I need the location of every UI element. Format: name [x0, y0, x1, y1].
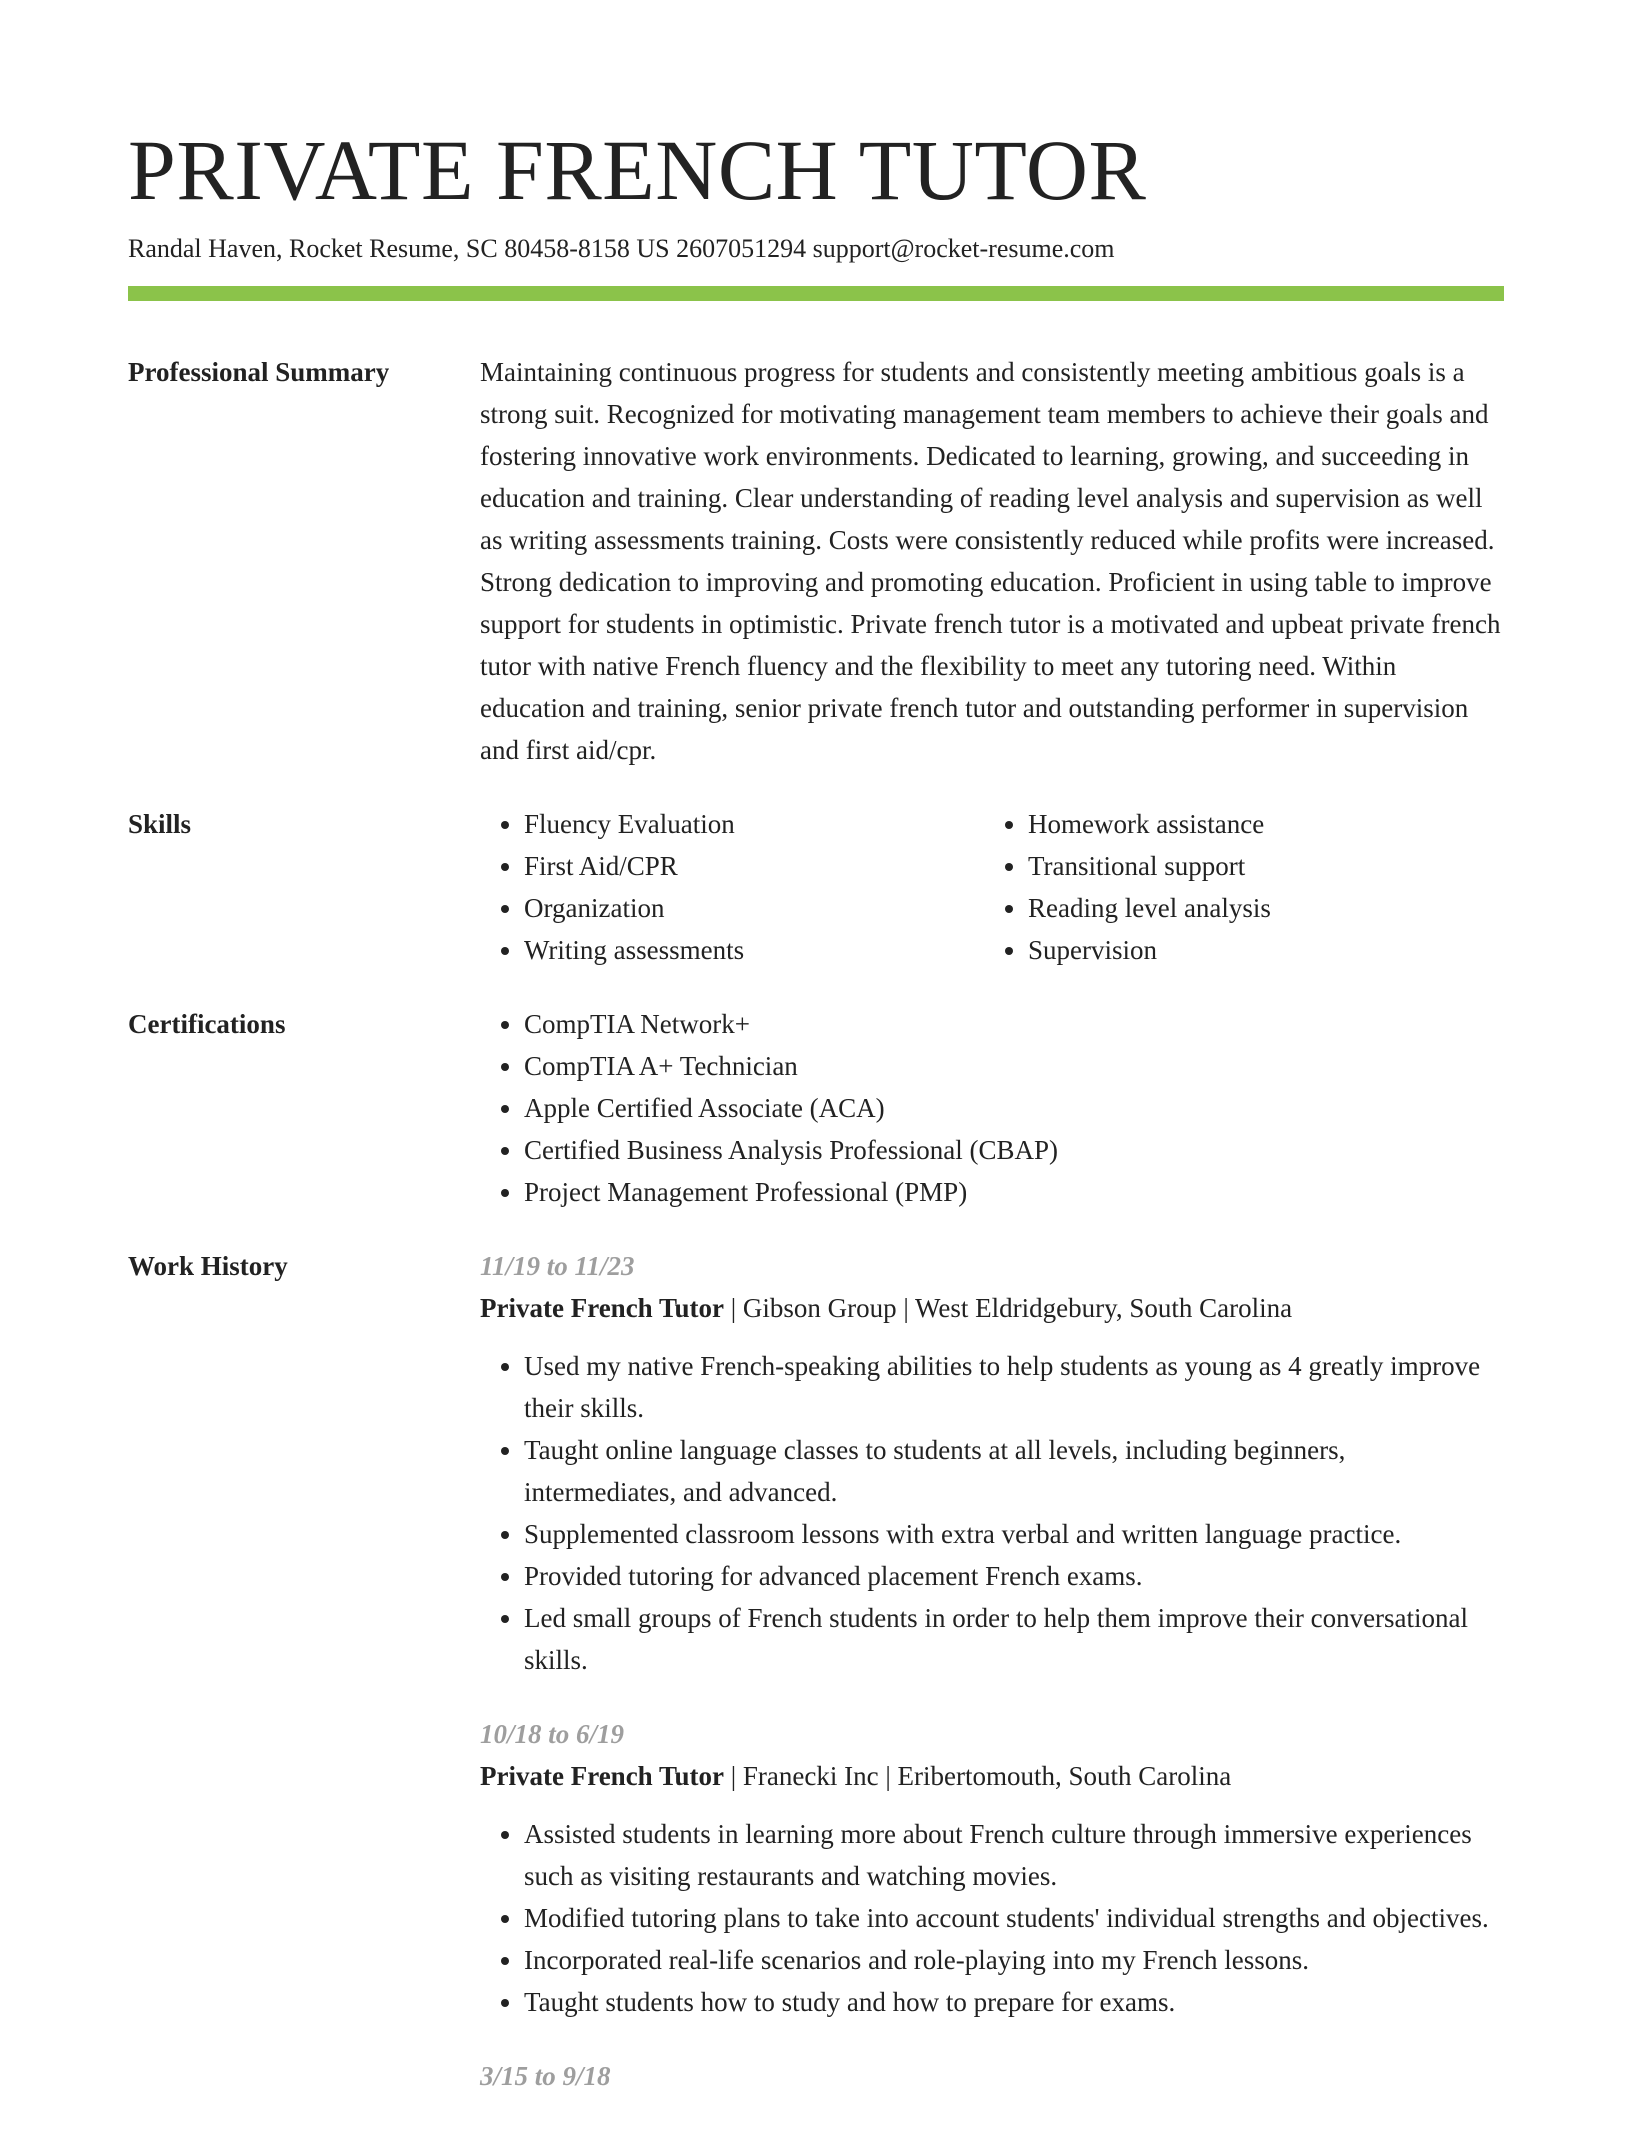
- job-title: Private French Tutor: [480, 1761, 724, 1791]
- job-entry: [480, 1245, 1504, 1681]
- job-dates: 11/19 to 11/23: [480, 1251, 635, 1281]
- summary-text: Maintaining continuous progress for students and consistently meeting ambitious goals is a strong suit. Recognized for motivating management team members to achieve their goals and fostering innovative work environments. Dedicated to learning, growing, and succeeding in education and training. Clear understanding of reading level analysis and supervision as well as writing assessments training. Costs were consistently reduced while profits were increased. Strong dedication to improving and promoting education. Proficient in using table to improve support for students in optimistic. Private french tutor is a motivated and upbeat private french tutor with native French fluency and the flexibility to meet any tutoring need. Within education and training, senior private french tutor and outstanding performer in supervision and first aid/cpr.: [480, 357, 1501, 765]
- job-bullet: • Incorporated real-life scenarios and role-playing into my French lessons.: [524, 1939, 1504, 1981]
- job-heading: [480, 1287, 1504, 1329]
- skill-item: • Writing assessments: [524, 929, 984, 971]
- certifications-body: [480, 1003, 1504, 1213]
- skill-item: • Homework assistance: [1028, 803, 1488, 845]
- skill-item: • Organization: [524, 887, 984, 929]
- certification-item: • CompTIA Network+: [524, 1003, 1504, 1045]
- skills-column-1: [480, 803, 984, 971]
- job-entry: [480, 2055, 1504, 2097]
- job-bullets: [480, 1345, 1504, 1681]
- job-dates: 10/18 to 6/19: [480, 1719, 625, 1749]
- job-bullet: • Supplemented classroom lessons with extra verbal and written language practice.: [524, 1513, 1504, 1555]
- job-bullet: • Modified tutoring plans to take into account students' individual strengths and objectives.: [524, 1897, 1504, 1939]
- job-details: | Gibson Group | West Eldridgebury, South Carolina: [723, 1293, 1293, 1323]
- work-history-body: [480, 1245, 1504, 2129]
- summary-heading: Professional Summary: [128, 357, 390, 387]
- job-entry: [480, 1713, 1504, 2023]
- job-bullet: • Led small groups of French students in order to help them improve their conversational skills.: [524, 1597, 1504, 1681]
- certifications-heading: Certifications: [128, 1009, 286, 1039]
- summary-body: [480, 351, 1504, 771]
- job-details: | Franecki Inc | Eribertomouth, South Carolina: [723, 1761, 1232, 1791]
- job-heading: [480, 1755, 1504, 1797]
- contact-address: Randal Haven, Rocket Resume, SC 80458-8158 US: [128, 234, 670, 263]
- certification-item: • Certified Business Analysis Professional (CBAP): [524, 1129, 1504, 1171]
- contact-email: support@rocket-resume.com: [812, 234, 1115, 263]
- skill-item: • Fluency Evaluation: [524, 803, 984, 845]
- work-history-heading: Work History: [128, 1251, 288, 1281]
- job-bullet: • Assisted students in learning more about French culture through immersive experiences such as visiting restaurants and watching movies.: [524, 1813, 1504, 1897]
- skill-item: • First Aid/CPR: [524, 845, 984, 887]
- skills-list: [480, 803, 1504, 971]
- certification-item: • CompTIA A+ Technician: [524, 1045, 1504, 1087]
- job-bullet: • Taught students how to study and how to prepare for exams.: [524, 1981, 1504, 2023]
- job-title: Private French Tutor: [480, 1293, 724, 1323]
- certifications-list: [480, 1003, 1504, 1213]
- skill-item: • Reading level analysis: [1028, 887, 1488, 929]
- skills-column-2: [984, 803, 1488, 971]
- skills-heading: Skills: [128, 809, 192, 839]
- job-dates: 3/15 to 9/18: [480, 2061, 611, 2091]
- job-bullet: • Taught online language classes to students at all levels, including beginners, intermediates, and advanced.: [524, 1429, 1504, 1513]
- certification-item: • Apple Certified Associate (ACA): [524, 1087, 1504, 1129]
- header-divider: [128, 286, 1504, 301]
- resume-title: PRIVATE FRENCH TUTOR: [128, 122, 1147, 218]
- job-bullets: [480, 1813, 1504, 2023]
- skill-item: • Transitional support: [1028, 845, 1488, 887]
- skill-item: • Supervision: [1028, 929, 1488, 971]
- contact-line: [128, 232, 1115, 266]
- certification-item: • Project Management Professional (PMP): [524, 1171, 1504, 1213]
- job-bullet: • Provided tutoring for advanced placement French exams.: [524, 1555, 1504, 1597]
- job-bullet: • Used my native French-speaking abilities to help students as young as 4 greatly improve their skills.: [524, 1345, 1504, 1429]
- contact-phone: 2607051294: [676, 234, 807, 263]
